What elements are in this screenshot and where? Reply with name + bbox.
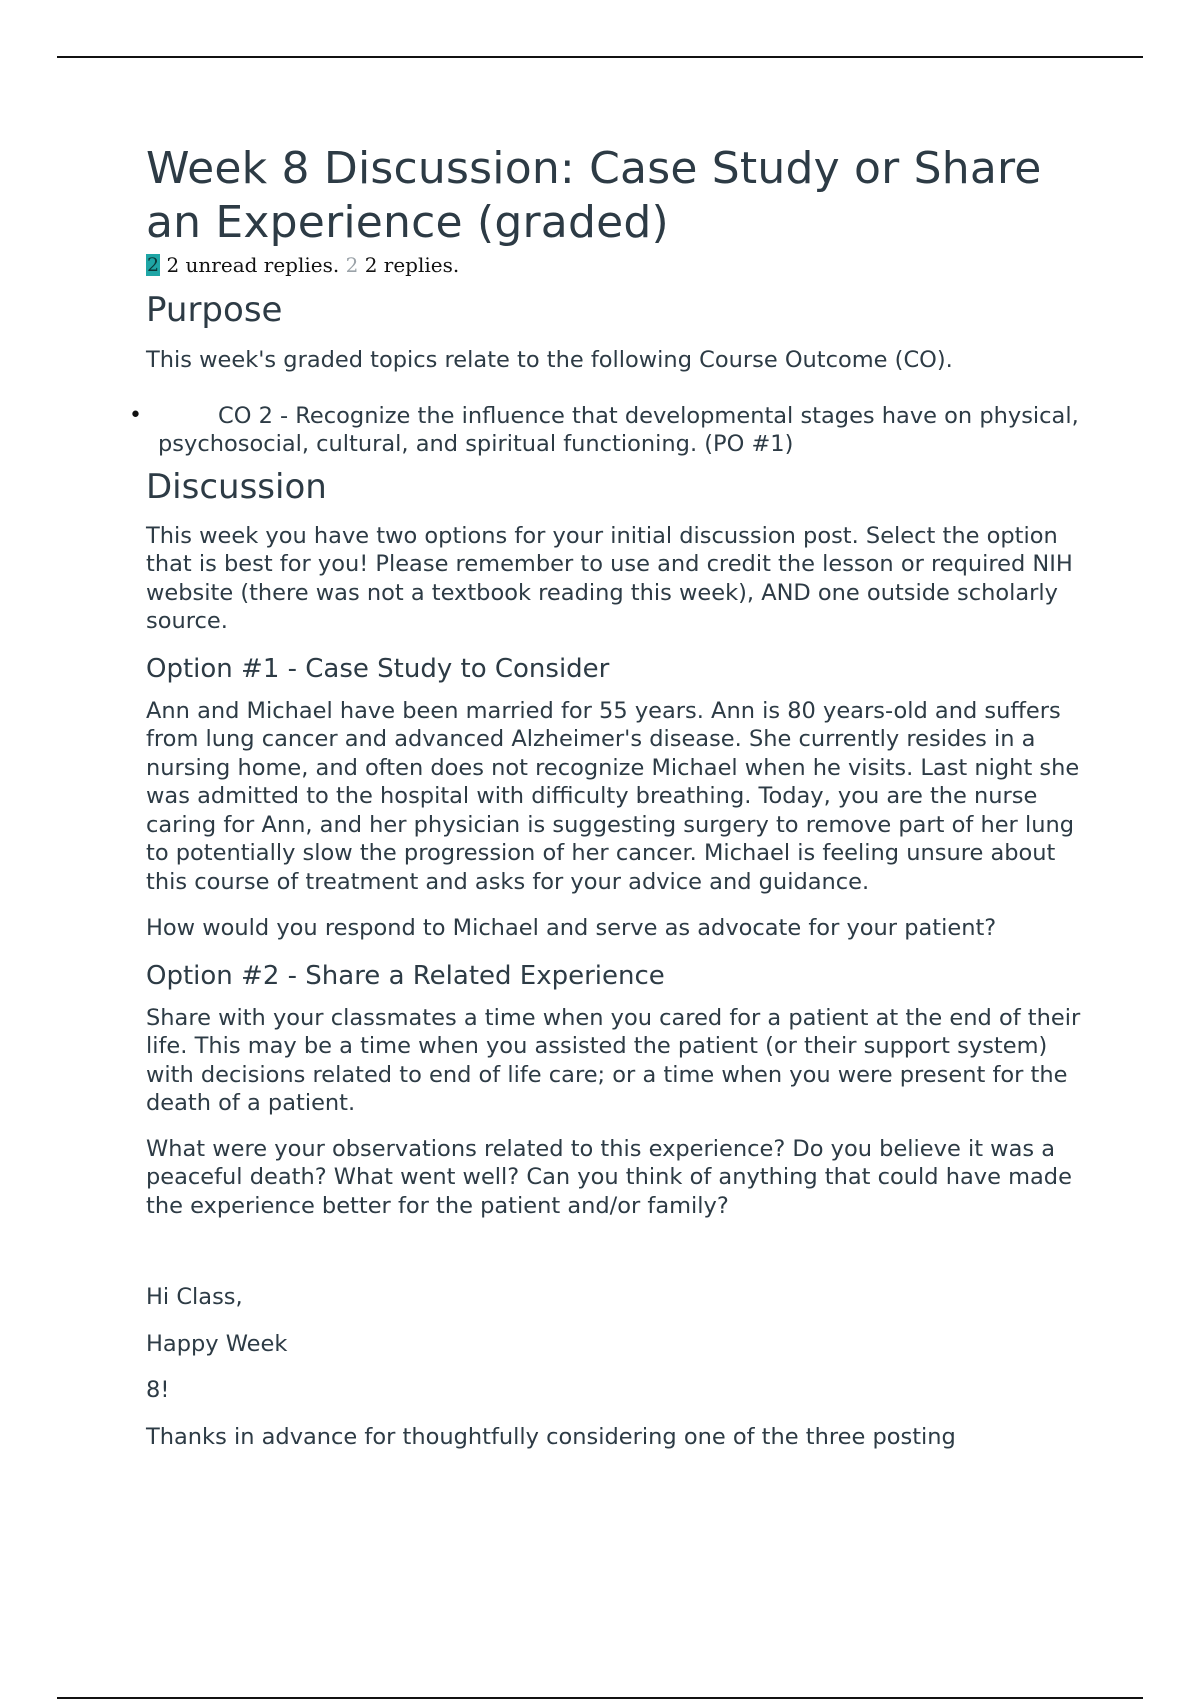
option2-question: What were your observations related to this experience? Do you believe it was a peaceful death? What went well? Can you think of anything that could have made the experience better for the patient and/or family? (146, 1135, 1072, 1219)
option1-heading: Option #1 - Case Study to Consider (146, 653, 610, 684)
post-line-2: 8! (146, 1377, 170, 1403)
total-replies-text: 2 replies. (364, 253, 460, 277)
bullet-icon: • (129, 402, 142, 428)
option2-heading: Option #2 - Share a Related Experience (146, 960, 665, 991)
page-title: Week 8 Discussion: Case Study or Share an Experience (graded) (146, 143, 1042, 248)
purpose-intro: This week's graded topics relate to the following Course Outcome (CO). (146, 347, 953, 373)
outcome-list-item (129, 402, 1086, 459)
option2-body: Share with your classmates a time when you cared for a patient at the end of their life. This may be a time when you assisted the patient (or their support system) with decisions related to end of life care; or a time when you were present for the death of a patient. (146, 1004, 1081, 1116)
purpose-heading: Purpose (146, 290, 283, 330)
post-line-3: Thanks in advance for thoughtfully considering one of the three posting (146, 1423, 956, 1450)
discussion-content (129, 142, 1086, 1451)
total-count-badge: 2 (345, 253, 359, 277)
option1-question: How would you respond to Michael and serve as advocate for your patient? (146, 915, 997, 941)
unread-replies-text: 2 unread replies. (166, 253, 340, 277)
post-line-1: Happy Week (146, 1330, 288, 1357)
bottom-rule (57, 1697, 1143, 1699)
discussion-heading: Discussion (146, 466, 327, 507)
post-greeting: Hi Class, (146, 1284, 243, 1310)
top-rule (57, 56, 1143, 58)
outcome-text: CO 2 - Recognize the influence that developmental stages have on physical, psychosocial, cultural, and spiritual functioning. (PO #1) (158, 402, 1079, 457)
reply-counts (146, 252, 1086, 280)
discussion-intro: This week you have two options for your initial discussion post. Select the option that is best for you! Please remember to use and credit the lesson or required NIH website (there was not a textbook reading this week), AND one outside scholarly source. (146, 522, 1073, 634)
option1-body: Ann and Michael have been married for 55 years. Ann is 80 years-old and suffers from lung cancer and advanced Alzheimer's disease. She currently resides in a nursing home, and often does not recognize Michael when he visits. Last night she was admitted to the hospital with difficulty breathing. Today, you are the nurse caring for Ann, and her physician is suggesting surgery to remove part of her lung to potentially slow the progression of her cancer. Michael is feeling unsure about this course of treatment and asks for your advice and guidance. (146, 697, 1080, 895)
unread-count-badge[interactable]: 2 (147, 254, 160, 276)
